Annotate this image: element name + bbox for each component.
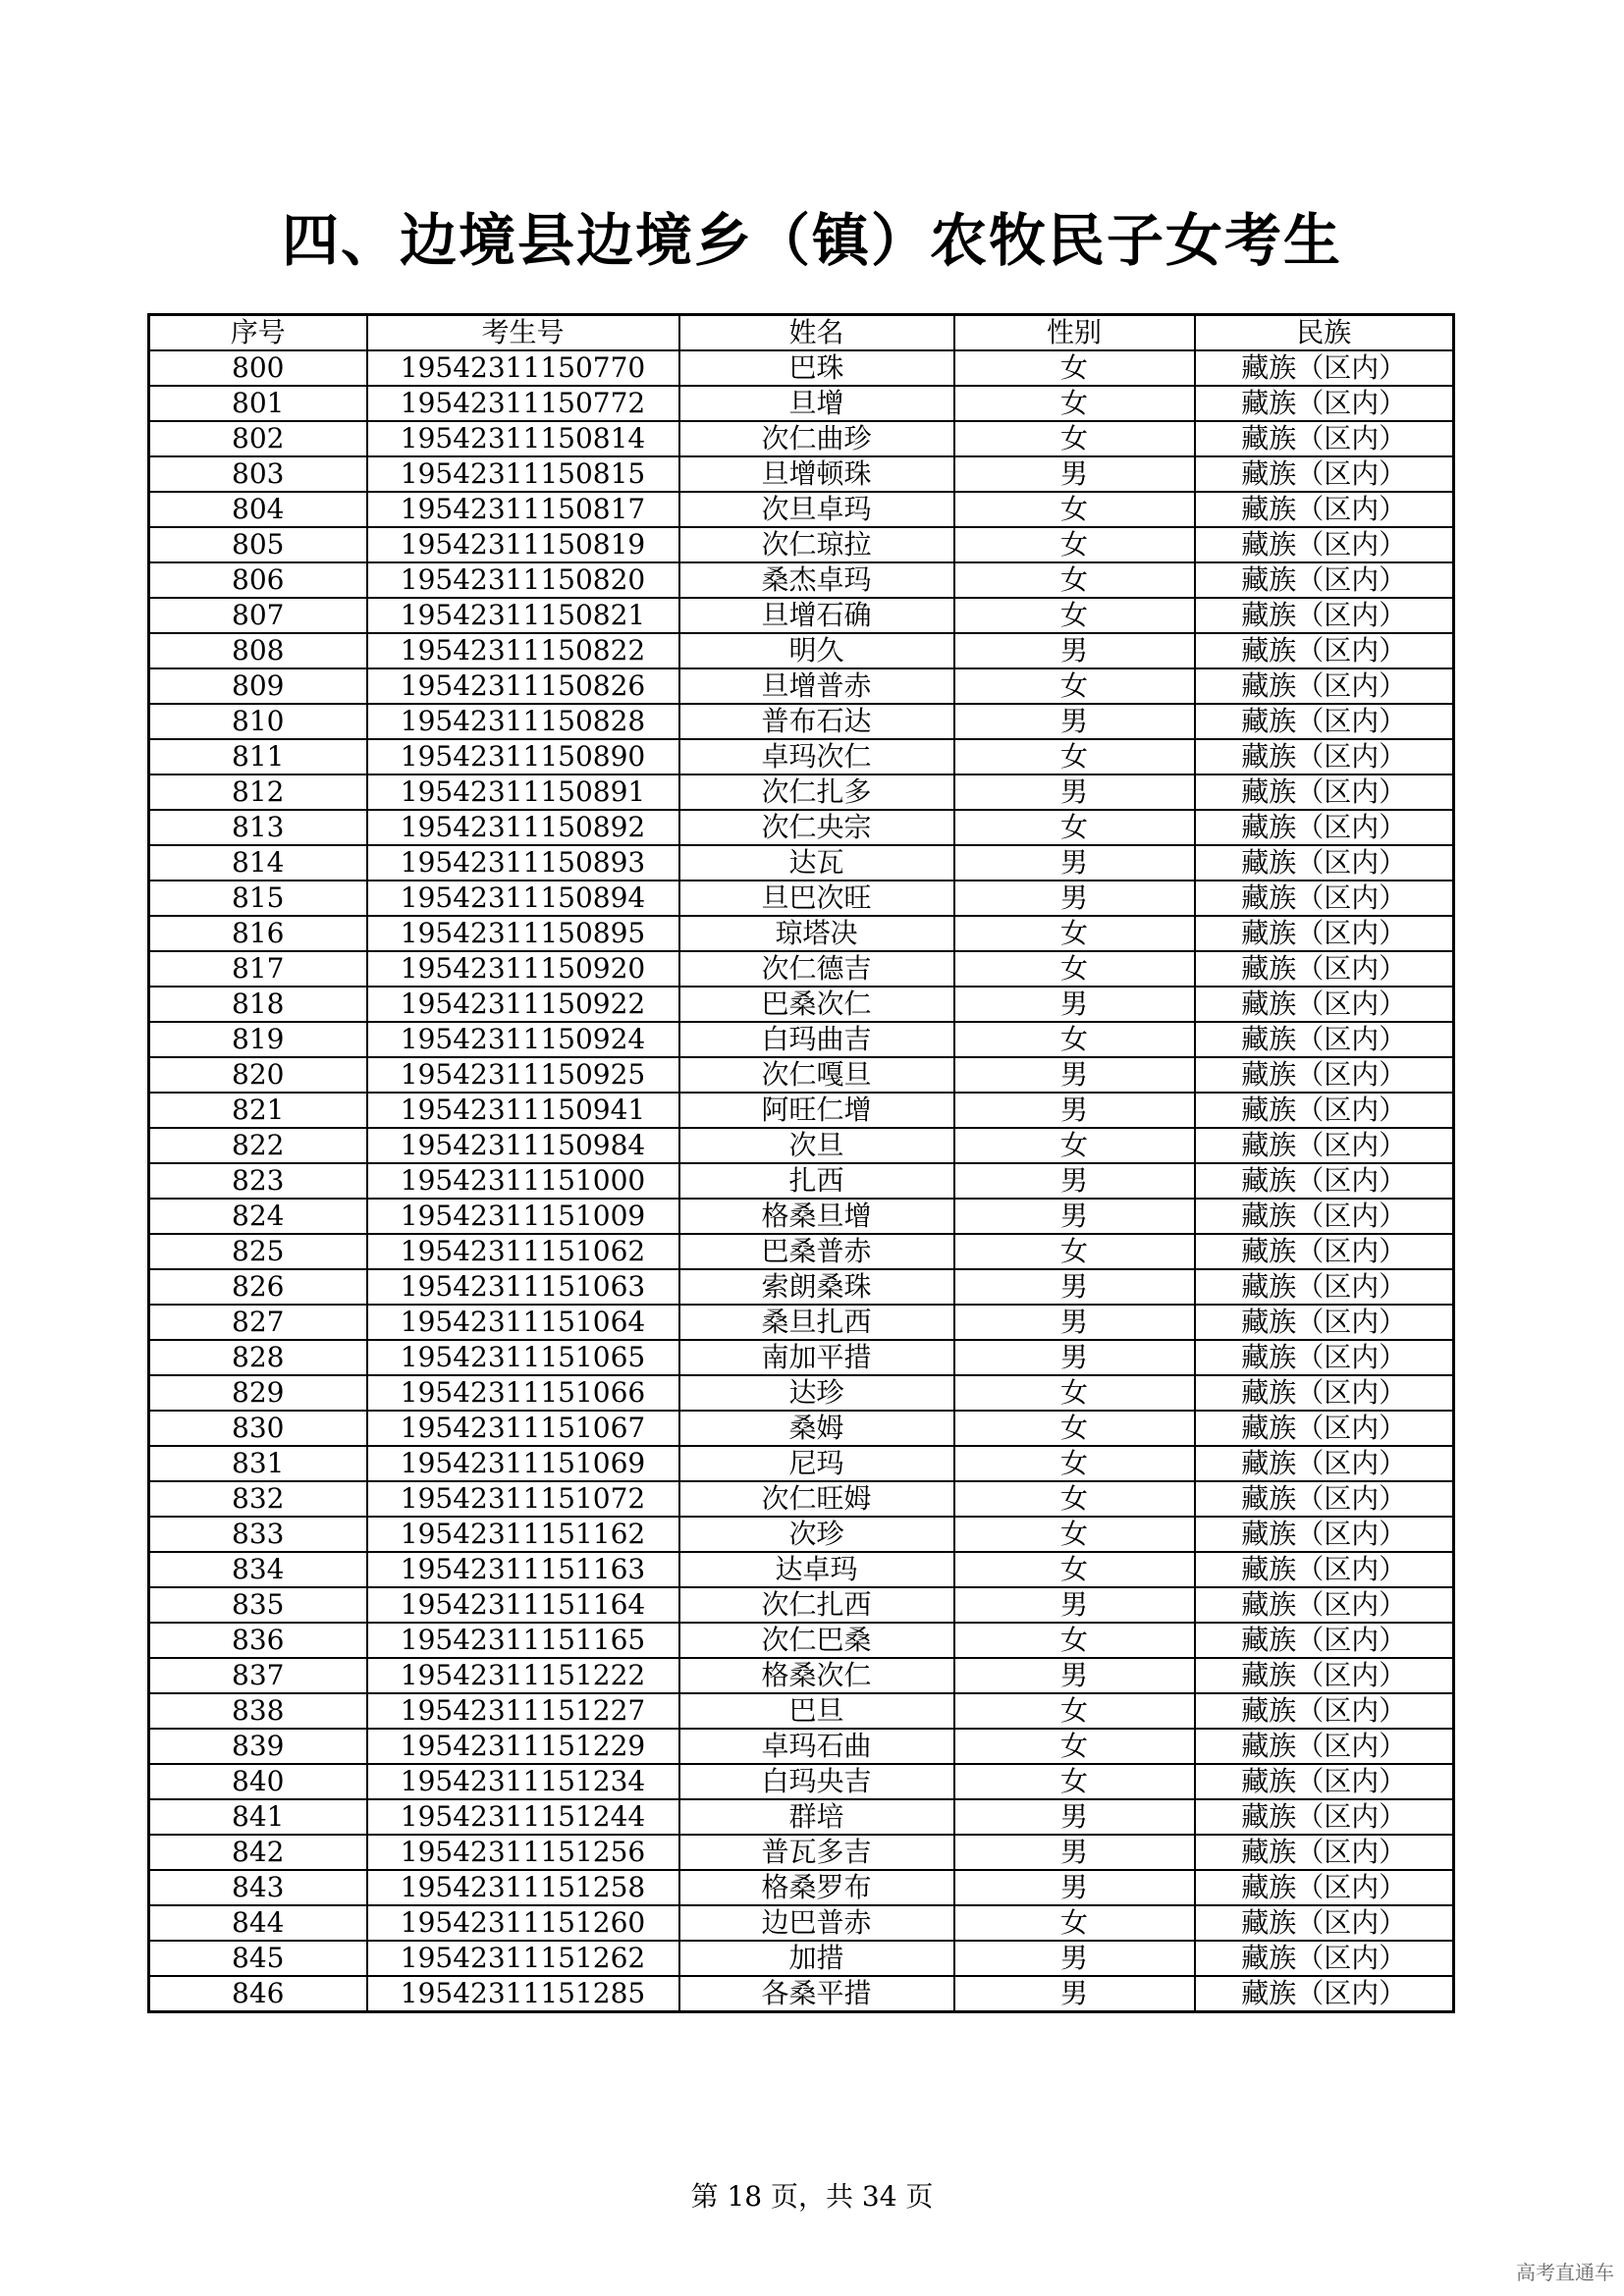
cell-candidate-id: 19542311151000	[367, 1163, 679, 1199]
cell-seq: 809	[149, 668, 367, 704]
table-row	[149, 1658, 1454, 1693]
table-row	[149, 1340, 1454, 1375]
cell-name: 次仁曲珍	[679, 421, 954, 456]
cell-seq: 822	[149, 1128, 367, 1163]
table-row	[149, 916, 1454, 951]
cell-ethnicity: 藏族（区内）	[1195, 1941, 1454, 1976]
table-row	[149, 668, 1454, 704]
cell-name: 次旦卓玛	[679, 492, 954, 527]
cell-gender: 女	[954, 492, 1195, 527]
cell-candidate-id: 19542311150772	[367, 386, 679, 421]
table-row	[149, 704, 1454, 739]
cell-name: 次仁扎多	[679, 774, 954, 810]
table-row	[149, 1305, 1454, 1340]
cell-candidate-id: 19542311151260	[367, 1905, 679, 1941]
cell-seq: 811	[149, 739, 367, 774]
cell-candidate-id: 19542311150920	[367, 951, 679, 987]
cell-gender: 男	[954, 1093, 1195, 1128]
table-row	[149, 881, 1454, 916]
cell-candidate-id: 19542311150893	[367, 845, 679, 881]
cell-ethnicity: 藏族（区内）	[1195, 1234, 1454, 1269]
cell-name: 普布石达	[679, 704, 954, 739]
table-row	[149, 492, 1454, 527]
cell-gender: 男	[954, 1835, 1195, 1870]
table-row	[149, 1799, 1454, 1835]
table-body	[149, 350, 1454, 2012]
cell-candidate-id: 19542311150822	[367, 633, 679, 668]
cell-ethnicity: 藏族（区内）	[1195, 1552, 1454, 1587]
cell-candidate-id: 19542311151227	[367, 1693, 679, 1729]
cell-gender: 男	[954, 1799, 1195, 1835]
cell-ethnicity: 藏族（区内）	[1195, 1411, 1454, 1446]
cell-name: 白玛曲吉	[679, 1022, 954, 1057]
cell-seq: 840	[149, 1764, 367, 1799]
table-row	[149, 1764, 1454, 1799]
cell-name: 旦增石确	[679, 598, 954, 633]
cell-name: 琼塔决	[679, 916, 954, 951]
cell-name: 白玛央吉	[679, 1764, 954, 1799]
column-header-name: 姓名	[679, 315, 954, 351]
cell-candidate-id: 19542311150894	[367, 881, 679, 916]
cell-name: 卓玛石曲	[679, 1729, 954, 1764]
cell-name: 次仁央宗	[679, 810, 954, 845]
cell-ethnicity: 藏族（区内）	[1195, 1340, 1454, 1375]
cell-candidate-id: 19542311150820	[367, 562, 679, 598]
cell-candidate-id: 19542311150770	[367, 350, 679, 386]
cell-name: 桑旦扎西	[679, 1305, 954, 1340]
cell-seq: 814	[149, 845, 367, 881]
cell-name: 旦巴次旺	[679, 881, 954, 916]
cell-name: 格桑旦增	[679, 1199, 954, 1234]
cell-name: 次仁琼拉	[679, 527, 954, 562]
cell-seq: 845	[149, 1941, 367, 1976]
cell-ethnicity: 藏族（区内）	[1195, 739, 1454, 774]
cell-ethnicity: 藏族（区内）	[1195, 1587, 1454, 1623]
table-row	[149, 421, 1454, 456]
cell-ethnicity: 藏族（区内）	[1195, 1481, 1454, 1517]
cell-candidate-id: 19542311151165	[367, 1623, 679, 1658]
cell-gender: 男	[954, 1976, 1195, 2012]
cell-ethnicity: 藏族（区内）	[1195, 492, 1454, 527]
cell-gender: 男	[954, 1057, 1195, 1093]
cell-ethnicity: 藏族（区内）	[1195, 881, 1454, 916]
cell-seq: 802	[149, 421, 367, 456]
cell-ethnicity: 藏族（区内）	[1195, 1729, 1454, 1764]
cell-candidate-id: 19542311151067	[367, 1411, 679, 1446]
cell-ethnicity: 藏族（区内）	[1195, 810, 1454, 845]
table-row	[149, 951, 1454, 987]
cell-seq: 832	[149, 1481, 367, 1517]
cell-ethnicity: 藏族（区内）	[1195, 1163, 1454, 1199]
cell-gender: 女	[954, 916, 1195, 951]
table-row	[149, 633, 1454, 668]
cell-candidate-id: 19542311151065	[367, 1340, 679, 1375]
cell-ethnicity: 藏族（区内）	[1195, 1517, 1454, 1552]
table-row	[149, 774, 1454, 810]
table-row	[149, 1835, 1454, 1870]
cell-name: 次仁巴桑	[679, 1623, 954, 1658]
cell-name: 各桑平措	[679, 1976, 954, 2012]
table-row	[149, 1446, 1454, 1481]
cell-seq: 834	[149, 1552, 367, 1587]
cell-name: 加措	[679, 1941, 954, 1976]
cell-seq: 841	[149, 1799, 367, 1835]
cell-seq: 816	[149, 916, 367, 951]
cell-name: 次旦	[679, 1128, 954, 1163]
cell-seq: 801	[149, 386, 367, 421]
cell-gender: 男	[954, 456, 1195, 492]
cell-ethnicity: 藏族（区内）	[1195, 1835, 1454, 1870]
table-row	[149, 1587, 1454, 1623]
cell-candidate-id: 19542311151164	[367, 1587, 679, 1623]
cell-seq: 825	[149, 1234, 367, 1269]
cell-seq: 819	[149, 1022, 367, 1057]
cell-gender: 女	[954, 386, 1195, 421]
cell-candidate-id: 19542311151069	[367, 1446, 679, 1481]
table-row	[149, 1729, 1454, 1764]
cell-ethnicity: 藏族（区内）	[1195, 633, 1454, 668]
cell-ethnicity: 藏族（区内）	[1195, 527, 1454, 562]
cell-ethnicity: 藏族（区内）	[1195, 1269, 1454, 1305]
cell-gender: 男	[954, 1305, 1195, 1340]
cell-ethnicity: 藏族（区内）	[1195, 350, 1454, 386]
cell-candidate-id: 19542311151072	[367, 1481, 679, 1517]
cell-name: 群培	[679, 1799, 954, 1835]
cell-name: 达卓玛	[679, 1552, 954, 1587]
cell-seq: 823	[149, 1163, 367, 1199]
cell-seq: 826	[149, 1269, 367, 1305]
cell-candidate-id: 19542311150817	[367, 492, 679, 527]
watermark: 高考直通车	[1516, 2261, 1614, 2284]
cell-name: 扎西	[679, 1163, 954, 1199]
cell-gender: 男	[954, 633, 1195, 668]
table-row	[149, 1375, 1454, 1411]
cell-candidate-id: 19542311150814	[367, 421, 679, 456]
cell-name: 次仁旺姆	[679, 1481, 954, 1517]
cell-candidate-id: 19542311150826	[367, 668, 679, 704]
table-row	[149, 1552, 1454, 1587]
table-row	[149, 1199, 1454, 1234]
cell-name: 旦增	[679, 386, 954, 421]
cell-candidate-id: 19542311151066	[367, 1375, 679, 1411]
cell-ethnicity: 藏族（区内）	[1195, 562, 1454, 598]
cell-ethnicity: 藏族（区内）	[1195, 1022, 1454, 1057]
cell-ethnicity: 藏族（区内）	[1195, 1764, 1454, 1799]
cell-gender: 女	[954, 1375, 1195, 1411]
column-header-candidate-id: 考生号	[367, 315, 679, 351]
cell-ethnicity: 藏族（区内）	[1195, 386, 1454, 421]
cell-name: 达珍	[679, 1375, 954, 1411]
cell-seq: 804	[149, 492, 367, 527]
table-row	[149, 1693, 1454, 1729]
cell-seq: 829	[149, 1375, 367, 1411]
cell-candidate-id: 19542311151062	[367, 1234, 679, 1269]
cell-name: 明久	[679, 633, 954, 668]
cell-seq: 844	[149, 1905, 367, 1941]
cell-ethnicity: 藏族（区内）	[1195, 1905, 1454, 1941]
cell-gender: 女	[954, 527, 1195, 562]
cell-gender: 男	[954, 987, 1195, 1022]
cell-name: 巴珠	[679, 350, 954, 386]
column-header-gender: 性别	[954, 315, 1195, 351]
table-row	[149, 1623, 1454, 1658]
table-row	[149, 1976, 1454, 2012]
cell-candidate-id: 19542311150924	[367, 1022, 679, 1057]
cell-seq: 812	[149, 774, 367, 810]
cell-candidate-id: 19542311151258	[367, 1870, 679, 1905]
cell-seq: 817	[149, 951, 367, 987]
table-row	[149, 1517, 1454, 1552]
column-header-seq: 序号	[149, 315, 367, 351]
cell-name: 卓玛次仁	[679, 739, 954, 774]
table-row	[149, 1941, 1454, 1976]
cell-seq: 836	[149, 1623, 367, 1658]
cell-name: 旦增普赤	[679, 668, 954, 704]
cell-candidate-id: 19542311150922	[367, 987, 679, 1022]
cell-name: 巴桑次仁	[679, 987, 954, 1022]
cell-candidate-id: 19542311150895	[367, 916, 679, 951]
cell-candidate-id: 19542311151163	[367, 1552, 679, 1587]
cell-name: 格桑次仁	[679, 1658, 954, 1693]
cell-seq: 831	[149, 1446, 367, 1481]
cell-ethnicity: 藏族（区内）	[1195, 951, 1454, 987]
cell-candidate-id: 19542311151064	[367, 1305, 679, 1340]
table-header-row	[149, 315, 1454, 351]
table-row	[149, 739, 1454, 774]
table-row	[149, 1905, 1454, 1941]
cell-candidate-id: 19542311150941	[367, 1093, 679, 1128]
cell-seq: 815	[149, 881, 367, 916]
cell-gender: 女	[954, 810, 1195, 845]
cell-gender: 女	[954, 1234, 1195, 1269]
cell-seq: 807	[149, 598, 367, 633]
cell-candidate-id: 19542311151244	[367, 1799, 679, 1835]
table-row	[149, 1481, 1454, 1517]
cell-gender: 男	[954, 1941, 1195, 1976]
cell-gender: 女	[954, 739, 1195, 774]
cell-candidate-id: 19542311151162	[367, 1517, 679, 1552]
cell-seq: 824	[149, 1199, 367, 1234]
cell-ethnicity: 藏族（区内）	[1195, 916, 1454, 951]
cell-ethnicity: 藏族（区内）	[1195, 1870, 1454, 1905]
cell-name: 桑杰卓玛	[679, 562, 954, 598]
cell-candidate-id: 19542311150892	[367, 810, 679, 845]
cell-seq: 808	[149, 633, 367, 668]
cell-ethnicity: 藏族（区内）	[1195, 1128, 1454, 1163]
cell-ethnicity: 藏族（区内）	[1195, 1693, 1454, 1729]
cell-candidate-id: 19542311150828	[367, 704, 679, 739]
cell-ethnicity: 藏族（区内）	[1195, 1623, 1454, 1658]
cell-seq: 805	[149, 527, 367, 562]
cell-seq: 843	[149, 1870, 367, 1905]
table-row	[149, 1022, 1454, 1057]
cell-candidate-id: 19542311150815	[367, 456, 679, 492]
cell-name: 巴桑普赤	[679, 1234, 954, 1269]
cell-name: 尼玛	[679, 1446, 954, 1481]
cell-gender: 女	[954, 1729, 1195, 1764]
cell-seq: 833	[149, 1517, 367, 1552]
cell-candidate-id: 19542311151229	[367, 1729, 679, 1764]
cell-seq: 818	[149, 987, 367, 1022]
cell-candidate-id: 19542311150819	[367, 527, 679, 562]
cell-gender: 男	[954, 1199, 1195, 1234]
cell-candidate-id: 19542311151256	[367, 1835, 679, 1870]
table-row	[149, 1411, 1454, 1446]
cell-name: 桑姆	[679, 1411, 954, 1446]
cell-gender: 女	[954, 1623, 1195, 1658]
table-row	[149, 527, 1454, 562]
cell-candidate-id: 19542311151222	[367, 1658, 679, 1693]
cell-gender: 女	[954, 1128, 1195, 1163]
cell-gender: 女	[954, 1693, 1195, 1729]
cell-name: 次仁德吉	[679, 951, 954, 987]
cell-gender: 女	[954, 1905, 1195, 1941]
cell-ethnicity: 藏族（区内）	[1195, 1976, 1454, 2012]
cell-candidate-id: 19542311150891	[367, 774, 679, 810]
cell-name: 次仁嘎旦	[679, 1057, 954, 1093]
cell-name: 南加平措	[679, 1340, 954, 1375]
cell-ethnicity: 藏族（区内）	[1195, 1199, 1454, 1234]
table-row	[149, 1128, 1454, 1163]
cell-gender: 女	[954, 1022, 1195, 1057]
page-title: 四、边境县边境乡（镇）农牧民子女考生	[281, 207, 1342, 274]
cell-gender: 女	[954, 1517, 1195, 1552]
cell-candidate-id: 19542311151063	[367, 1269, 679, 1305]
cell-gender: 女	[954, 1481, 1195, 1517]
cell-ethnicity: 藏族（区内）	[1195, 1057, 1454, 1093]
table-row	[149, 1269, 1454, 1305]
cell-name: 边巴普赤	[679, 1905, 954, 1941]
cell-seq: 846	[149, 1976, 367, 2012]
cell-seq: 821	[149, 1093, 367, 1128]
cell-ethnicity: 藏族（区内）	[1195, 598, 1454, 633]
cell-seq: 806	[149, 562, 367, 598]
table-row	[149, 350, 1454, 386]
table-row	[149, 386, 1454, 421]
cell-gender: 女	[954, 1552, 1195, 1587]
cell-gender: 女	[954, 951, 1195, 987]
table-row	[149, 598, 1454, 633]
cell-name: 次珍	[679, 1517, 954, 1552]
cell-gender: 女	[954, 562, 1195, 598]
cell-gender: 男	[954, 774, 1195, 810]
cell-candidate-id: 19542311151262	[367, 1941, 679, 1976]
cell-ethnicity: 藏族（区内）	[1195, 704, 1454, 739]
cell-name: 达瓦	[679, 845, 954, 881]
page-footer: 第 18 页，共 34 页	[690, 2180, 934, 2213]
cell-candidate-id: 19542311150925	[367, 1057, 679, 1093]
table-row	[149, 810, 1454, 845]
cell-name: 格桑罗布	[679, 1870, 954, 1905]
cell-seq: 838	[149, 1693, 367, 1729]
cell-ethnicity: 藏族（区内）	[1195, 987, 1454, 1022]
cell-gender: 女	[954, 668, 1195, 704]
cell-seq: 800	[149, 350, 367, 386]
column-header-ethnicity: 民族	[1195, 315, 1454, 351]
cell-gender: 男	[954, 1340, 1195, 1375]
cell-name: 阿旺仁增	[679, 1093, 954, 1128]
cell-gender: 男	[954, 1587, 1195, 1623]
cell-gender: 男	[954, 845, 1195, 881]
cell-seq: 803	[149, 456, 367, 492]
cell-ethnicity: 藏族（区内）	[1195, 845, 1454, 881]
table-row	[149, 1163, 1454, 1199]
cell-gender: 女	[954, 350, 1195, 386]
cell-seq: 842	[149, 1835, 367, 1870]
cell-seq: 813	[149, 810, 367, 845]
cell-candidate-id: 19542311150984	[367, 1128, 679, 1163]
cell-gender: 男	[954, 1269, 1195, 1305]
cell-ethnicity: 藏族（区内）	[1195, 1305, 1454, 1340]
cell-seq: 827	[149, 1305, 367, 1340]
cell-gender: 女	[954, 598, 1195, 633]
cell-ethnicity: 藏族（区内）	[1195, 456, 1454, 492]
cell-gender: 男	[954, 704, 1195, 739]
table-row	[149, 562, 1454, 598]
cell-ethnicity: 藏族（区内）	[1195, 1446, 1454, 1481]
cell-gender: 女	[954, 1764, 1195, 1799]
cell-ethnicity: 藏族（区内）	[1195, 1375, 1454, 1411]
cell-name: 索朗桑珠	[679, 1269, 954, 1305]
cell-gender: 女	[954, 1411, 1195, 1446]
cell-gender: 男	[954, 1658, 1195, 1693]
table-row	[149, 845, 1454, 881]
cell-name: 巴旦	[679, 1693, 954, 1729]
cell-seq: 830	[149, 1411, 367, 1446]
cell-seq: 820	[149, 1057, 367, 1093]
table-row	[149, 456, 1454, 492]
cell-gender: 男	[954, 881, 1195, 916]
cell-gender: 男	[954, 1870, 1195, 1905]
cell-candidate-id: 19542311150821	[367, 598, 679, 633]
candidate-table	[147, 313, 1455, 2013]
table-row	[149, 1057, 1454, 1093]
cell-ethnicity: 藏族（区内）	[1195, 774, 1454, 810]
cell-name: 次仁扎西	[679, 1587, 954, 1623]
cell-candidate-id: 19542311151285	[367, 1976, 679, 2012]
cell-ethnicity: 藏族（区内）	[1195, 668, 1454, 704]
cell-name: 旦增顿珠	[679, 456, 954, 492]
cell-seq: 828	[149, 1340, 367, 1375]
cell-ethnicity: 藏族（区内）	[1195, 421, 1454, 456]
cell-gender: 男	[954, 1163, 1195, 1199]
cell-name: 普瓦多吉	[679, 1835, 954, 1870]
cell-ethnicity: 藏族（区内）	[1195, 1093, 1454, 1128]
cell-seq: 810	[149, 704, 367, 739]
cell-seq: 837	[149, 1658, 367, 1693]
cell-ethnicity: 藏族（区内）	[1195, 1799, 1454, 1835]
table-row	[149, 1870, 1454, 1905]
cell-gender: 女	[954, 1446, 1195, 1481]
cell-seq: 835	[149, 1587, 367, 1623]
table-row	[149, 1093, 1454, 1128]
cell-candidate-id: 19542311150890	[367, 739, 679, 774]
cell-gender: 女	[954, 421, 1195, 456]
table-row	[149, 987, 1454, 1022]
cell-ethnicity: 藏族（区内）	[1195, 1658, 1454, 1693]
table-row	[149, 1234, 1454, 1269]
cell-candidate-id: 19542311151009	[367, 1199, 679, 1234]
cell-seq: 839	[149, 1729, 367, 1764]
cell-candidate-id: 19542311151234	[367, 1764, 679, 1799]
